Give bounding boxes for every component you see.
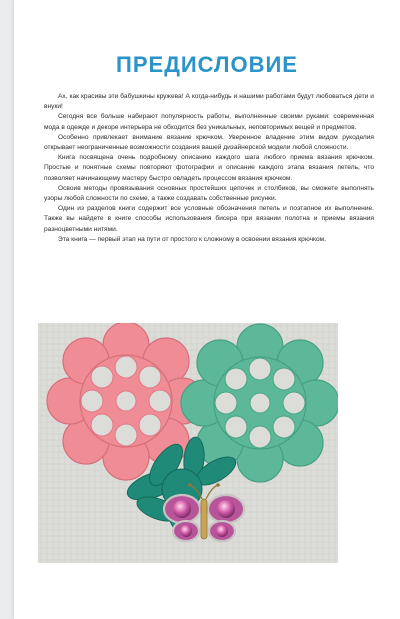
paragraph-5: Освоив методы провязывания основных простейших цепочек и столбиков, вы сможете выполнять узоры любой сложности по схеме, а также создавать собственные рисунки. — [44, 184, 374, 203]
paragraph-6: Один из разделов книги содержит все условные обозначения петель и поэтапное их выполнение. Также вы найдете в книге способы использования бисера при вязании полотна и приемы вязания разноцветными нитями. — [44, 205, 374, 233]
paragraph-7: Эта книга — первый этап на пути от простого к сложному в освоении вязания крючком. — [58, 235, 327, 243]
crochet-flowers-photo — [38, 323, 338, 563]
paragraph-2: Сегодня все больше набирают популярность работы, выполненные своими руками: современная мода в одежде и декоре интерьера не обходится без уникальных, неповторимых вещей и предметов. — [44, 113, 374, 131]
paragraph-3: Особенно привлекает внимание вязание крючком. Уверенное владение этим видом рукоделия открывает неограниченные возможности создания вашей дизайнерской модели любой сложности. — [44, 133, 374, 152]
paragraph-4: Книга посвящена очень подробному описанию каждого шага любого приема вязания крючком. Простые и понятные схемы повторяют фотографии и описание каждого этапа вязания петель, что позволяет начинающему мастеру быстро овладеть процессом вязания крючком. — [44, 154, 374, 182]
book-page — [14, 0, 400, 619]
body-text — [44, 92, 374, 245]
page-title: ПРЕДИСЛОВИЕ — [116, 52, 298, 77]
paragraph-1: Ах, как красивы эти бабушкины кружева! А когда-нибудь и нашими работами будут любоваться дети и внуки! — [44, 93, 374, 111]
